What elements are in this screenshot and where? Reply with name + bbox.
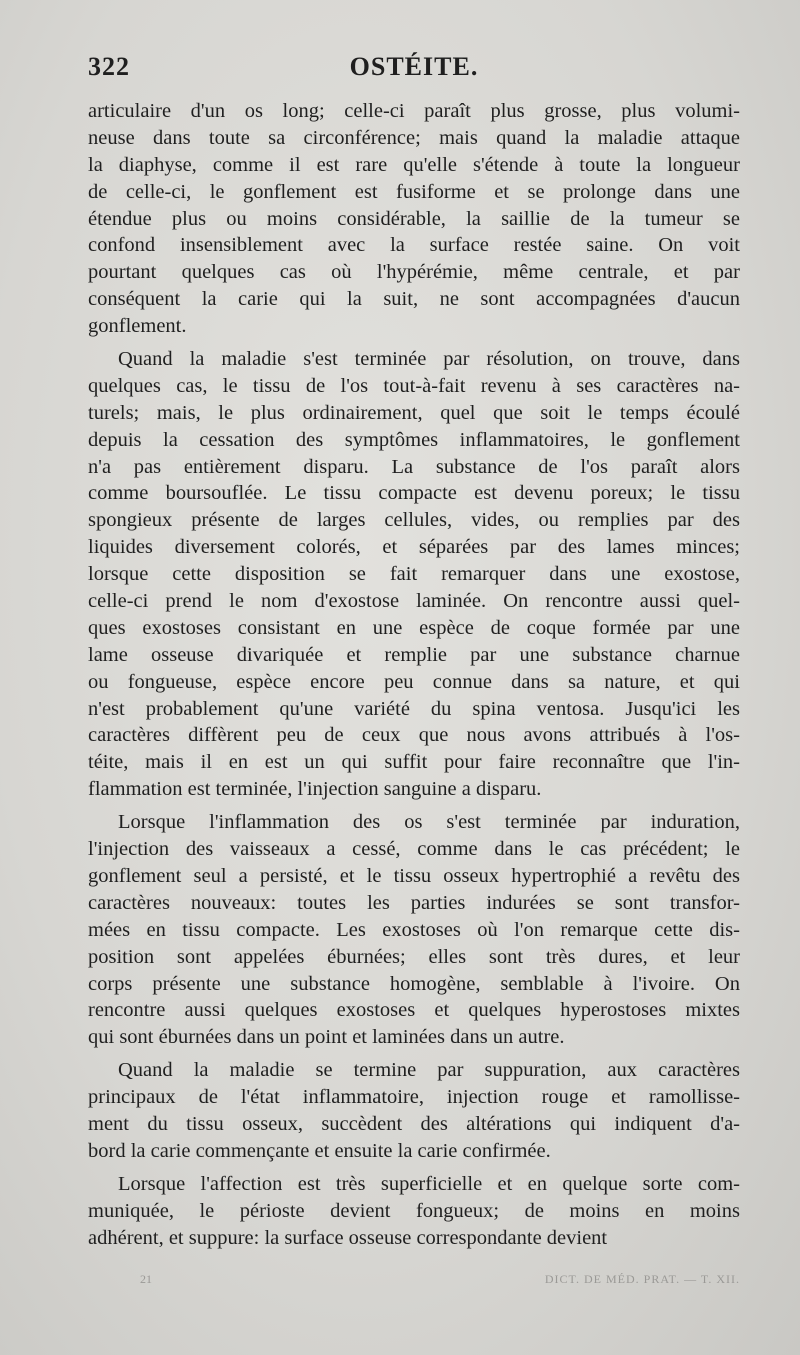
text-line: articulaire d'un os long; celle-ci paraît plus grosse, plus volumi- [88,100,740,122]
text-line: pourtant quelques cas où l'hypérémie, même centrale, et par [88,261,740,284]
text-line: muniquée, le périoste devient fongueux; de moins en moins [88,1199,740,1222]
page-number: 322 [88,52,130,81]
text-line: adhérent, et suppure: la surface osseuse correspondante devient [88,1226,608,1249]
text-line: quelques cas, le tissu de l'os tout-à-fait revenu à ses caractères na- [88,374,740,397]
paragraph [88,809,740,1051]
text-line: comme boursouflée. Le tissu compacte est devenu poreux; le tissu [88,482,740,505]
text-line: ou fongueuse, espèce encore peu connue dans sa nature, et qui [88,670,740,693]
text-line: Lorsque l'inflammation des os s'est terminée par induration, [118,811,740,834]
text-line: gonflement. [88,315,187,338]
text-line: celle-ci prend le nom d'exostose laminée. On rencontre aussi quel- [88,590,740,613]
text-line: Quand la maladie se termine par suppuration, aux caractères [118,1059,740,1082]
text-line: mées en tissu compacte. Les exostoses où l'on remarque cette dis- [88,918,740,941]
paragraph [88,346,740,803]
text-line: turels; mais, le plus ordinairement, quel que soit le temps écoulé [88,401,740,424]
text-line: principaux de l'état inflammatoire, injection rouge et ramollisse- [88,1086,740,1109]
text-line: neuse dans toute sa circonférence; mais quand la maladie attaque [88,126,740,149]
text-line: l'injection des vaisseaux a cessé, comme dans le cas précédent; le [88,838,740,861]
text-line: liquides diversement colorés, et séparées par des lames minces; [88,536,740,559]
text-line: n'a pas entièrement disparu. La substance de l'os paraît alors [88,455,740,478]
text-line: confond insensiblement avec la surface restée saine. On voit [88,234,740,257]
text-line: Lorsque l'affection est très superficielle et en quelque sorte com- [118,1172,740,1195]
text-line: depuis la cessation des symptômes inflammatoires, le gonflement [88,428,740,451]
text-line: lame osseuse divariquée et remplie par une substance charnue [88,643,740,666]
text-line: caractères diffèrent peu de ceux que nous avons attribués à l'os- [88,724,740,747]
text-line: étendue plus ou moins considérable, la saillie de la tumeur se [88,207,740,230]
text-line: caractères nouveaux: toutes les parties indurées se sont transfor- [88,891,740,914]
paragraph [88,1171,740,1252]
paragraph [88,98,740,340]
paragraph [88,1057,740,1165]
printer-signature: DICT. DE MÉD. PRAT. — T. XII. [544,1272,740,1286]
text-line: flammation est terminée, l'injection sanguine a disparu. [88,778,542,801]
body-text [88,98,740,1251]
text-line: la diaphyse, comme il est rare qu'elle s'étende à toute la longueur [88,153,740,176]
sheet-number: 21 [140,1272,152,1286]
text-line: Quand la maladie s'est terminée par résolution, on trouve, dans [118,348,740,371]
running-title: OSTÉITE. [349,52,479,81]
text-line: corps présente une substance homogène, semblable à l'ivoire. On [88,972,740,995]
text-line: de celle-ci, le gonflement est fusiforme et se prolonge dans une [88,180,740,203]
text-line: ques exostoses consistant en une espèce de coque formée par une [88,616,740,639]
text-line: gonflement seul a persisté, et le tissu osseux hypertrophié a revêtu des [88,864,740,887]
text-line: téite, mais il en est un qui suffit pour faire reconnaître que l'in- [88,751,740,774]
text-line: rencontre aussi quelques exostoses et quelques hyperostoses mixtes [88,999,740,1022]
text-line: lorsque cette disposition se fait remarquer dans une exostose, [88,563,740,586]
page-header [88,52,740,88]
text-line: position sont appelées éburnées; elles sont très dures, et leur [88,945,740,968]
text-line: n'est probablement qu'une variété du spina ventosa. Jusqu'ici les [88,697,740,720]
text-line: spongieux présente de larges cellules, vides, ou remplies par des [88,509,740,532]
text-line: conséquent la carie qui la suit, ne sont accompagnées d'aucun [88,288,740,311]
text-line: qui sont éburnées dans un point et laminées dans un autre. [88,1026,565,1049]
text-line: ment du tissu osseux, succèdent des altérations qui indiquent d'a- [88,1112,740,1135]
text-line: bord la carie commençante et ensuite la carie confirmée. [88,1139,551,1162]
